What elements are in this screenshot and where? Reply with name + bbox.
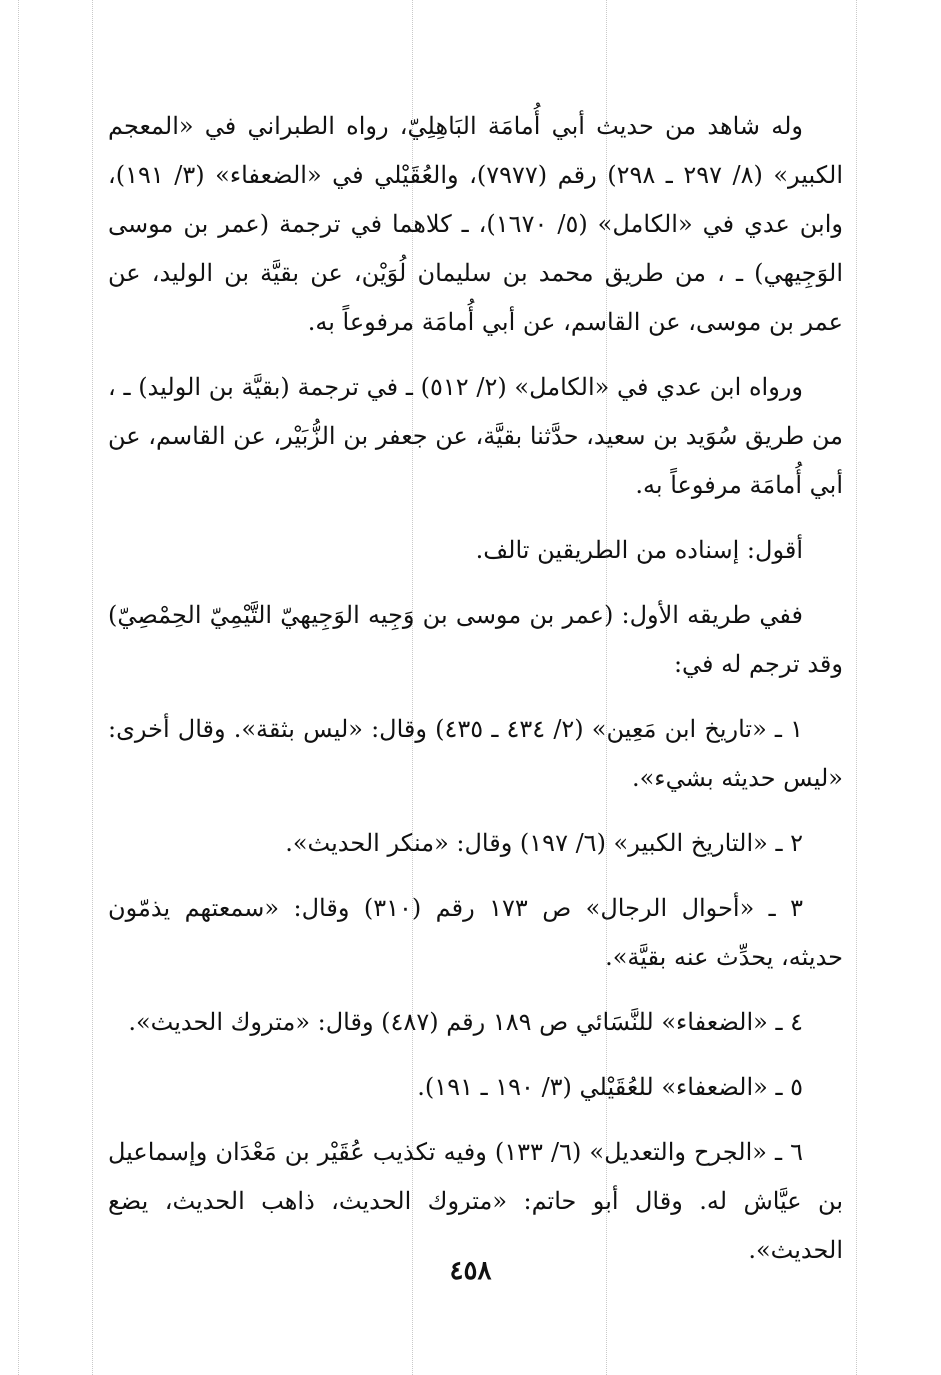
list-item: ١ ـ «تاريخ ابن مَعِين» (٢/ ٤٣٤ ـ ٤٣٥) وقال: «ليس بثقة». وقال أخرى: «ليس حديثه بشيء».	[108, 715, 843, 792]
list-item: ٣ ـ «أحوال الرجال» ص ١٧٣ رقم (٣١٠) وقال: «سمعتهم يذمّون حديثه، يحدِّث عنه بقيَّة».	[108, 894, 843, 971]
paragraph: ففي طريقه الأول: (عمر بن موسى بن وَجِيه الوَجِيهيّ التَّيْمِيّ الحِمْصِيّ) وقد ترجم له في:	[108, 601, 843, 678]
paragraph: ورواه ابن عدي في «الكامل» (٢/ ٥١٢) ـ في ترجمة (بقيَّة بن الوليد) ـ ، من طريق سُوَيد بن سعيد، حدَّثنا بقيَّة، عن جعفر بن الزُّبَيْر، عن القاسم، عن أبي أُمامَة مرفوعاً به.	[108, 373, 843, 499]
scan-guide-line	[18, 0, 19, 1375]
list-item: ٤ ـ «الضعفاء» للنَّسَائي ص ١٨٩ رقم (٤٨٧) وقال: «متروك الحديث».	[128, 1008, 803, 1036]
paragraph: وله شاهد من حديث أبي أُمامَة البَاهِلِيّ، رواه الطبراني في «المعجم الكبير» (٨/ ٢٩٧ ـ ٢٩٨) رقم (٧٩٧٧)، والعُقَيْلي في «الضعفاء» (٣/ ١٩١)، وابن عدي في «الكامل» (٥/ ١٦٧٠)، ـ كلاهما في ترجمة (عمر بن موسى الوَجِيهي) ـ ، من طريق محمد بن سليمان لُوَيْن، عن بقيَّة بن الوليد، عن عمر بن موسى، عن القاسم، عن أبي أُمامَة مرفوعاً به.	[108, 112, 844, 336]
paragraph: أقول: إسناده من الطريقين تالف.	[475, 536, 803, 564]
page-number: ٤٥٨	[449, 1256, 492, 1286]
list-item: ٦ ـ «الجرح والتعديل» (٦/ ١٣٣) وفيه تكذيب عُقَيْر بن مَعْدَان وإسماعيل بن عيَّاش له. وقال أبو حاتم: «متروك الحديث، ذاهب الحديث، يضع الحديث».	[108, 1138, 843, 1264]
scan-guide-line	[92, 0, 93, 1375]
main-text	[108, 102, 843, 1291]
scan-guide-line	[856, 0, 857, 1375]
list-item: ٢ ـ «التاريخ الكبير» (٦/ ١٩٧) وقال: «منكر الحديث».	[285, 829, 803, 857]
list-item: ٥ ـ «الضعفاء» للعُقَيْلي (٣/ ١٩٠ ـ ١٩١).	[417, 1073, 803, 1101]
